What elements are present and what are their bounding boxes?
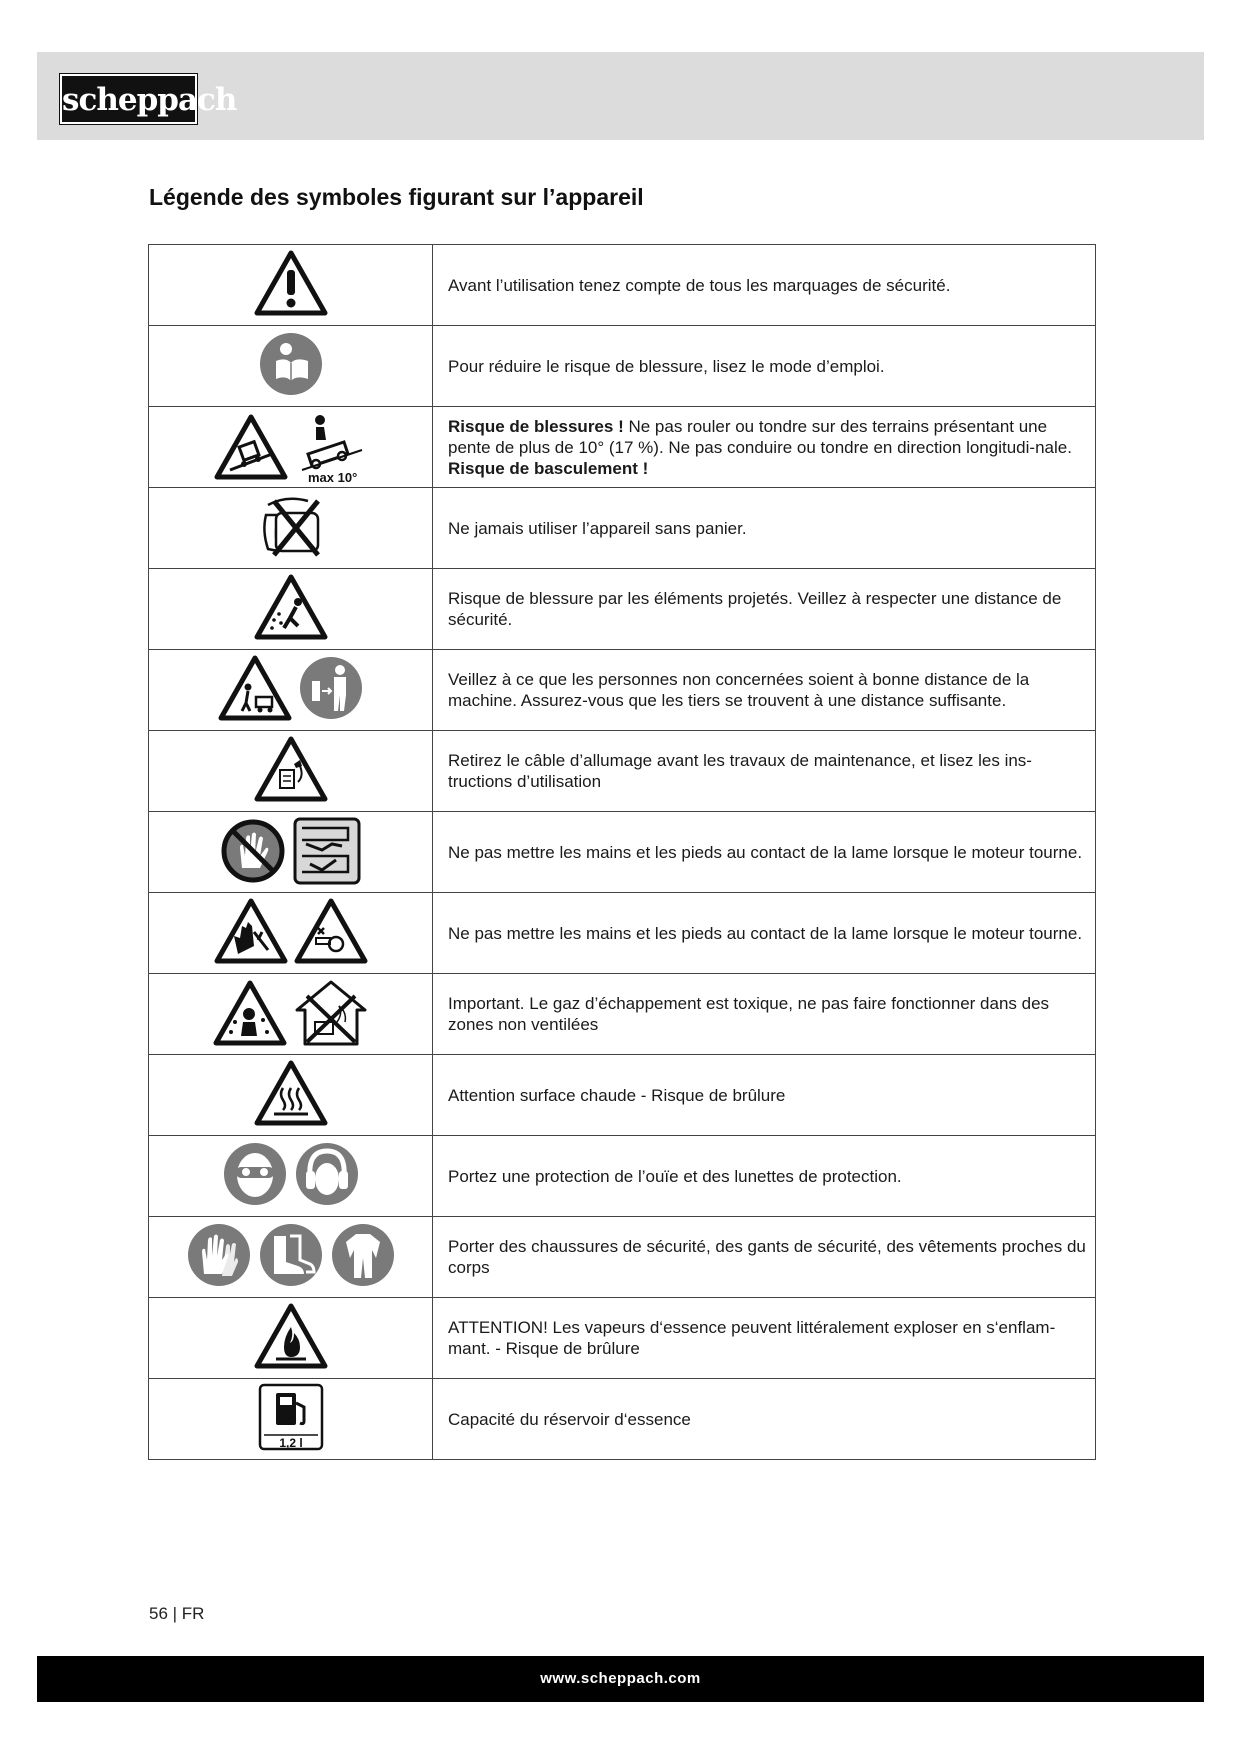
description-cell: ATTENTION! Les vapeurs d‘essence peuvent littéralement exploser en s‘enflam-mant. - Risque de brûlure <box>433 1298 1096 1379</box>
description-cell: Retirez le câble d’allumage avant les travaux de maintenance, et lisez les ins-tructions d’utilisation <box>433 731 1096 812</box>
tipping-warning-icon <box>214 414 288 480</box>
symbol-cell <box>149 731 433 812</box>
table-row <box>149 326 1096 407</box>
symbol-cell <box>149 812 433 893</box>
no-indoor-use-icon <box>293 978 369 1048</box>
eye-protection-icon <box>222 1141 288 1207</box>
scheppach-logo[interactable]: scheppach <box>60 74 197 124</box>
warning-exclamation-icon <box>254 250 328 316</box>
table-row <box>149 1136 1096 1217</box>
symbol-cell <box>149 650 433 731</box>
symbol-cell <box>149 1055 433 1136</box>
description-cell: Risque de blessure par les éléments projetés. Veillez à respecter une distance de sécurité. <box>433 569 1096 650</box>
symbol-cell <box>149 245 433 326</box>
description-text: Ne pas rouler ou tondre sur des terrains présentant une pente de plus de 10° (17 %). Ne pas conduire ou tondre en direction longitudi-nale. <box>448 416 1072 457</box>
symbol-cell <box>149 488 433 569</box>
protective-clothing-icon <box>330 1222 396 1288</box>
page-number: 56 | FR <box>149 1604 205 1623</box>
description-cell: Ne pas mettre les mains et les pieds au contact de la lame lorsque le moteur tourne. <box>433 893 1096 974</box>
description-cell: Pour réduire le risque de blessure, lisez le mode d’emploi. <box>433 326 1096 407</box>
symbol-cell <box>149 974 433 1055</box>
warning-bold-text: Risque de blessures ! <box>448 416 624 436</box>
bystanders-warning-icon <box>218 655 292 721</box>
table-row <box>149 488 1096 569</box>
table-row <box>149 650 1096 731</box>
toxic-fumes-warning-icon <box>213 980 287 1046</box>
keep-distance-icon <box>298 655 364 721</box>
hot-surface-warning-icon <box>254 1060 328 1126</box>
fuel-capacity-label: 1,2 l <box>278 1435 303 1450</box>
gloves-icon <box>186 1222 252 1288</box>
table-row <box>149 245 1096 326</box>
blade-contact-icon <box>292 816 362 886</box>
description-cell: Avant l’utilisation tenez compte de tous les marquages de sécurité. <box>433 245 1096 326</box>
table-row <box>149 974 1096 1055</box>
table-row <box>149 569 1096 650</box>
table-row <box>149 407 1096 488</box>
fuel-pump-icon <box>258 1383 324 1451</box>
spark-plug-warning-icon <box>254 736 328 802</box>
symbol-cell <box>149 1379 433 1460</box>
warning-bold-text: Risque de basculement ! <box>448 458 649 478</box>
symbol-cell <box>149 1136 433 1217</box>
symbol-cell <box>149 407 433 488</box>
footer-bar <box>37 1656 1204 1702</box>
header-band <box>37 52 1204 140</box>
footer-url-link[interactable]: www.scheppach.com <box>540 1670 701 1687</box>
hand-cut-warning-icon <box>214 898 288 964</box>
description-cell: Attention surface chaude - Risque de brûlure <box>433 1055 1096 1136</box>
read-manual-icon <box>258 331 324 397</box>
description-cell: Ne jamais utiliser l’appareil sans panier. <box>433 488 1096 569</box>
description-cell: Portez une protection de l’ouïe et des lunettes de protection. <box>433 1136 1096 1217</box>
no-hands-icon <box>220 818 286 884</box>
symbol-cell <box>149 569 433 650</box>
symbol-cell <box>149 1217 433 1298</box>
symbols-table <box>148 244 1096 1460</box>
safety-boots-icon <box>258 1222 324 1288</box>
description-cell: Ne pas mettre les mains et les pieds au contact de la lame lorsque le moteur tourne. <box>433 812 1096 893</box>
symbol-cell <box>149 1298 433 1379</box>
description-cell: Important. Le gaz d’échappement est toxique, ne pas faire fonctionner dans des zones non ventilées <box>433 974 1096 1055</box>
description-cell: Capacité du réservoir d‘essence <box>433 1379 1096 1460</box>
table-row <box>149 731 1096 812</box>
table-row <box>149 1298 1096 1379</box>
symbol-cell <box>149 326 433 407</box>
thrown-objects-warning-icon <box>254 574 328 640</box>
slope-label: max 10° <box>307 469 357 484</box>
ear-protection-icon <box>294 1141 360 1207</box>
foot-cut-warning-icon <box>294 898 368 964</box>
table-row <box>149 1055 1096 1136</box>
flammable-warning-icon <box>254 1303 328 1369</box>
symbol-cell <box>149 893 433 974</box>
slope-max-icon <box>294 410 368 484</box>
page-title: Légende des symboles figurant sur l’appareil <box>149 184 644 210</box>
description-cell <box>433 407 1096 488</box>
description-cell: Veillez à ce que les personnes non concernées soient à bonne distance de la machine. Assurez-vous que les tiers se trouvent à une distance suffisante. <box>433 650 1096 731</box>
description-cell: Porter des chaussures de sécurité, des gants de sécurité, des vêtements proches du corps <box>433 1217 1096 1298</box>
no-operation-without-basket-icon <box>256 491 326 561</box>
table-row <box>149 1217 1096 1298</box>
table-row <box>149 812 1096 893</box>
table-row <box>149 1379 1096 1460</box>
table-row <box>149 893 1096 974</box>
